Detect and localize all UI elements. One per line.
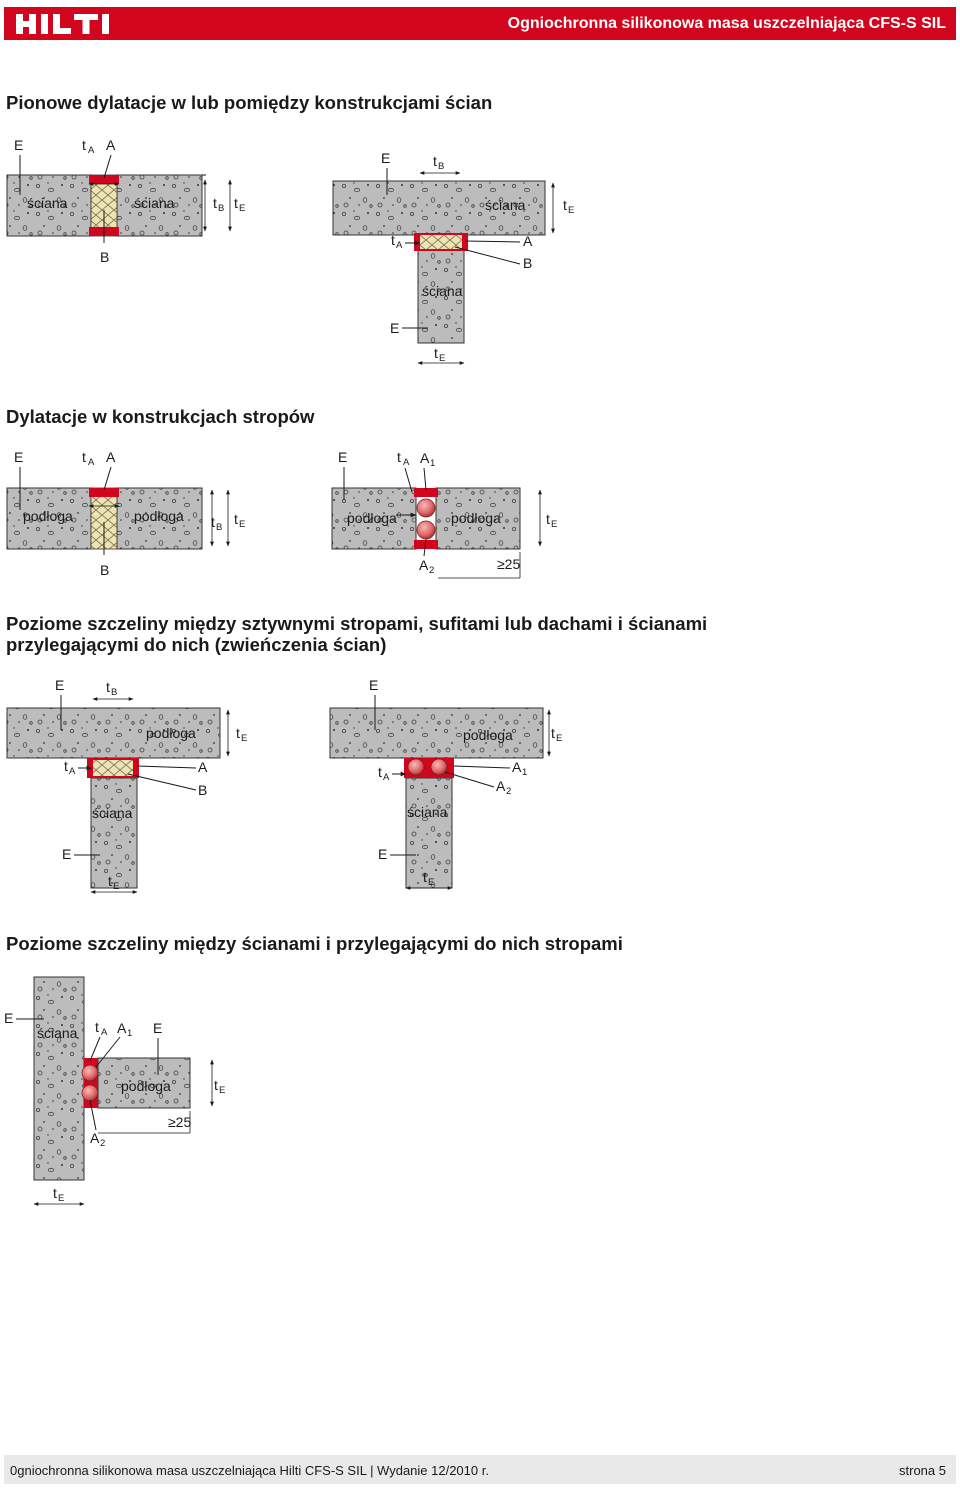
dimension-label: E (4, 1010, 14, 1026)
dimension-label: E (556, 733, 563, 744)
dimension-label: B (198, 782, 208, 798)
dimension-label: podłoga (347, 510, 397, 526)
dimension-label: podłoga (146, 725, 196, 741)
floor-joint-backing-rod-diagram (332, 449, 557, 578)
dimension-label: B (100, 562, 110, 578)
dimension-label: t (391, 232, 395, 248)
dimension-label: t (433, 153, 437, 169)
dimension-label: ≥25 (168, 1114, 192, 1130)
dimension-label: E (568, 205, 575, 216)
dimension-label: t (53, 1185, 57, 1201)
dimension-label: E (428, 877, 435, 888)
dimension-label: E (239, 203, 246, 214)
dimension-label: t (397, 449, 401, 465)
dimension-label: ściana (407, 804, 448, 820)
page-header (4, 7, 956, 40)
dimension-label: A (90, 1130, 100, 1146)
dimension-label: podłoga (121, 1078, 171, 1094)
section-3-heading-line-2: przylegającymi do nich (zwieńczenia ścian) (6, 634, 387, 655)
dimension-label: E (14, 137, 24, 153)
dimension-label: A (383, 772, 390, 783)
dimension-label: t (378, 764, 382, 780)
dimension-label: 1 (430, 458, 436, 469)
dimension-label: ściana (422, 283, 463, 299)
dimension-label: podłoga (451, 510, 501, 526)
dimension-label: E (55, 677, 65, 693)
dimension-label: A (512, 759, 522, 775)
dimension-label: podłoga (23, 508, 73, 524)
dimension-label: t (546, 511, 550, 527)
wall-head-backing-rod-diagram (330, 677, 562, 888)
dimension-label: E (390, 320, 400, 336)
section-4-heading: Poziome szczeliny między ścianami i przylegającymi do nich stropami (6, 933, 623, 954)
dimension-label: E (338, 449, 348, 465)
dimension-label: t (64, 758, 68, 774)
dimension-label: E (58, 1193, 65, 1204)
dimension-label: E (381, 150, 391, 166)
hilti-logo (16, 14, 122, 34)
figure-vertical-wall-joints (0, 125, 600, 375)
dimension-label: A (396, 240, 403, 251)
dimension-label: A (420, 450, 430, 466)
section-3-heading-line-1: Poziome szczeliny między sztywnymi stropami, sufitami lub dachami i ścianami (6, 613, 708, 634)
dimension-label: B (111, 687, 118, 698)
dimension-label: E (551, 519, 558, 530)
dimension-label: E (219, 1085, 226, 1096)
dimension-label: t (211, 514, 215, 530)
dimension-label: 2 (429, 565, 435, 576)
dimension-label: E (62, 846, 72, 862)
dimension-label: A (523, 233, 533, 249)
backing-rod (417, 521, 435, 539)
dimension-label: t (234, 511, 238, 527)
backing-rod (417, 499, 435, 517)
dimension-label: A (419, 557, 429, 573)
dimension-label: A (117, 1020, 127, 1036)
dimension-label: A (496, 778, 506, 794)
dimension-label: t (551, 725, 555, 741)
page-footer (4, 1455, 956, 1484)
section-2-heading: Dylatacje w konstrukcjach stropów (6, 406, 315, 427)
footer-document-info: 0gniochronna silikonowa masa uszczelniająca Hilti CFS-S SIL | Wydanie 12/2010 r. (10, 1463, 489, 1478)
dimension-label: 1 (127, 1028, 133, 1039)
section-1-heading: Pionowe dylatacje w lub pomiędzy konstrukcjami ścian (6, 92, 493, 113)
dimension-label: E (241, 733, 248, 744)
inline-wall-joint-diagram (7, 137, 245, 265)
dimension-label: E (439, 353, 446, 364)
dimension-label: t (213, 195, 217, 211)
figure-wall-floor-joint (0, 965, 300, 1215)
document-title: Ogniochronna silikonowa masa uszczelniająca CFS-S SIL (507, 15, 946, 32)
dimension-label: 2 (506, 786, 512, 797)
dimension-label: E (239, 519, 246, 530)
dimension-label: E (14, 449, 24, 465)
dimension-label: ściana (92, 805, 133, 821)
dimension-label: E (369, 677, 379, 693)
dimension-label: t (236, 725, 240, 741)
dimension-label: A (106, 137, 116, 153)
wall-floor-backing-rod-diagram (4, 977, 225, 1204)
figure-floor-joints (0, 440, 600, 590)
dimension-label: B (438, 161, 445, 172)
dimension-label: t (214, 1077, 218, 1093)
dimension-label: ściana (134, 195, 175, 211)
dimension-label: A (101, 1027, 108, 1038)
dimension-label: t (82, 449, 86, 465)
dimension-label: ≥25 (497, 556, 521, 572)
floor-joint-mineral-wool-diagram (7, 449, 245, 578)
dimension-label: E (153, 1020, 163, 1036)
dimension-label: ściana (37, 1025, 78, 1041)
dimension-label: podłoga (463, 727, 513, 743)
dimension-label: ściana (485, 197, 526, 213)
dimension-label: t (423, 869, 427, 885)
page-number: strona 5 (899, 1463, 946, 1478)
dimension-label: t (434, 345, 438, 361)
dimension-label: t (95, 1019, 99, 1035)
t-wall-joint-diagram (333, 150, 574, 364)
dimension-label: A (198, 759, 208, 775)
dimension-label: E (113, 881, 120, 892)
dimension-label: B (100, 249, 110, 265)
dimension-label: t (82, 137, 86, 153)
dimension-label: t (108, 873, 112, 889)
dimension-label: A (88, 145, 95, 156)
dimension-label: t (234, 195, 238, 211)
dimension-label: B (523, 255, 533, 271)
figure-wall-head-joints (0, 670, 600, 900)
dimension-label: B (216, 522, 223, 533)
dimension-label: A (88, 457, 95, 468)
dimension-label: A (106, 449, 116, 465)
dimension-label: A (69, 766, 76, 777)
dimension-label: B (218, 203, 225, 214)
dimension-label: E (378, 846, 388, 862)
dimension-label: 1 (522, 767, 528, 778)
dimension-label: 2 (100, 1138, 106, 1149)
dimension-label: podłoga (134, 508, 184, 524)
dimension-label: t (106, 679, 110, 695)
dimension-label: A (403, 457, 410, 468)
dimension-label: ściana (27, 195, 68, 211)
dimension-label: t (563, 197, 567, 213)
wall-head-mineral-wool-diagram (7, 677, 247, 892)
